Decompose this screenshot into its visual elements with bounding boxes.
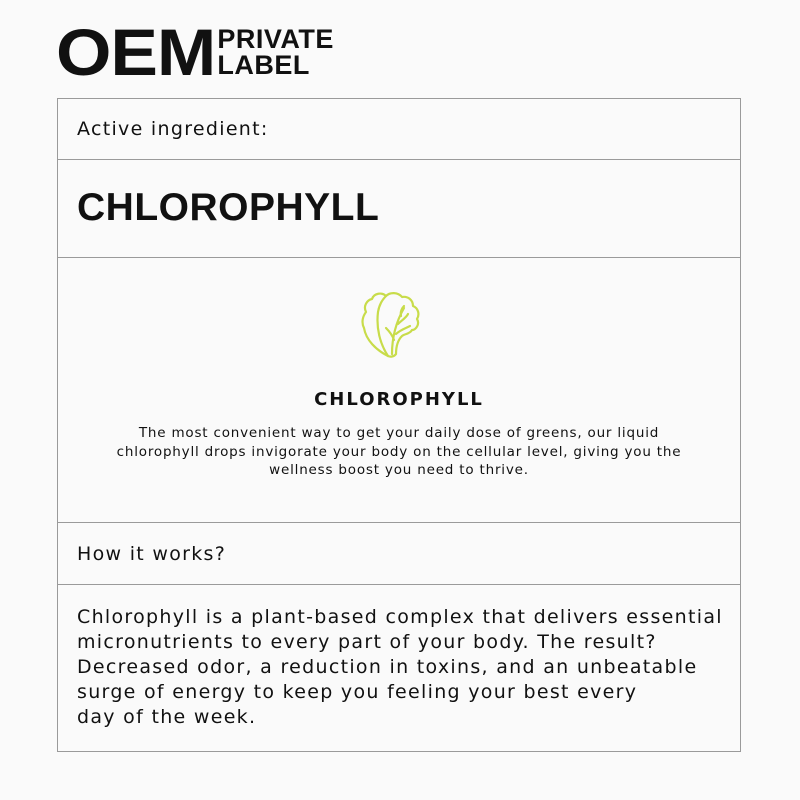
logo-oem: OEM (56, 15, 216, 89)
ingredient-name: CHLOROPHYLL (77, 186, 380, 229)
active-ingredient-row (58, 99, 740, 160)
ingredient-card (58, 258, 740, 523)
active-ingredient-label: Active ingredient: (77, 118, 269, 140)
how-it-works-row (58, 523, 740, 585)
card-description: The most convenient way to get your daily dose of greens, our liquid chlorophyll drops invigorate your body on the cellular level, giving you the wellness boost you need to thrive. (116, 425, 682, 478)
how-it-works-label: How it works? (77, 543, 227, 565)
logo (56, 15, 334, 89)
how-it-works-body (58, 585, 740, 751)
lettuce-leaf-icon (358, 288, 424, 360)
ingredient-name-row (58, 160, 740, 258)
logo-line-1: PRIVATE (217, 24, 334, 54)
logo-private-label (217, 26, 334, 78)
how-it-works-text: Chlorophyll is a plant-based complex that delivers essential micronutrients to every part of your body. The result? Decreased odor, a reduction in toxins, and an unbeatable surge of energy to keep you feeling your best every day of the week. (77, 606, 723, 728)
ingredient-table (57, 98, 741, 752)
card-title: CHLOROPHYLL (314, 389, 484, 410)
logo-line-2: LABEL (217, 50, 310, 80)
